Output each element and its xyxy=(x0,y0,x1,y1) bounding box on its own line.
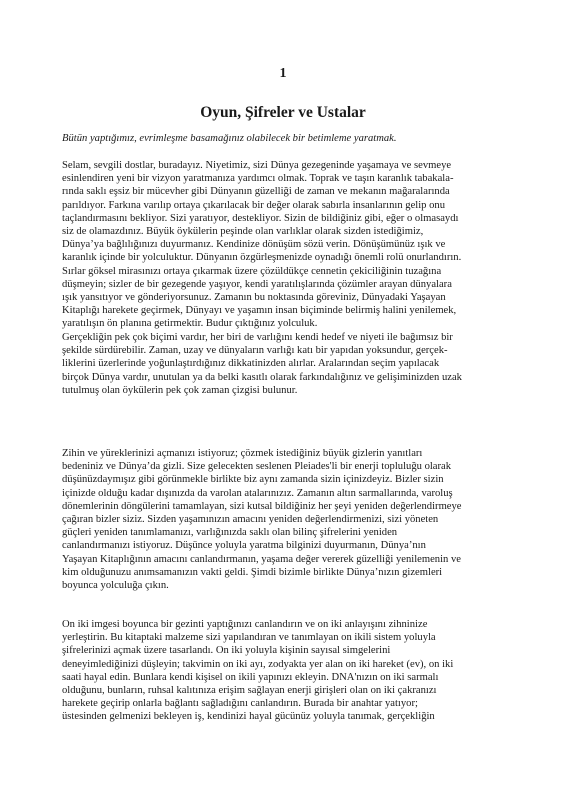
paragraph-line: harekete geçirip onlarla bağlantı sağladığını canlandırın. Burada bir anahtar yatıyor; xyxy=(62,698,418,710)
paragraph-line: güçleri yeniden tanımlamanızı, varlığınızda saklı olan bilinç şifrelerini yeniden xyxy=(62,527,398,539)
paragraph-line: parıldıyor. Farkına varılıp ortaya çıkarılacak bir değer olarak sabırla insanlarının gelip onu xyxy=(62,199,446,211)
paragraph-2 xyxy=(62,331,514,397)
paragraph-line: siz de olamazdınız. Büyük öykülerin peşinde olan varlıklar olarak sizden istediğimiz, xyxy=(62,225,424,237)
paragraph-line: rında saklı eşsiz bir mücevher gibi Dünyanın güzelliği de zaman ve mekanın mağaralarında xyxy=(62,186,450,198)
paragraph-line: kim olduğunuzu anımsamanızın vakti geldi. Şimdi bizimle birlikte Dünya’nızın gizemleri xyxy=(62,566,443,578)
paragraph-line: On iki imgesi boyunca bir gezinti yaptığınızı canlandırın ve on iki anlayışını zihninize xyxy=(62,619,428,630)
paragraph-line: Selam, sevgili dostlar, buradayız. Niyetimiz, sizi Dünya gezegeninde yaşamaya ve sevmeye xyxy=(62,160,452,171)
chapter-title: Oyun, Şifreler ve Ustalar xyxy=(200,104,366,121)
paragraph-line: olduğunu, bunların, ruhsal kalıtınıza erişim sağlayan enerji girişleri olan on iki çakranızı xyxy=(62,684,437,696)
paragraph-line: boyunca yolculuğa çıkın. xyxy=(62,579,169,591)
paragraph-line: karanlık içinde bir yolculuktur. Dünyanın özgürleşmenizde oynadığı önemli rolü onurlandırın. xyxy=(62,252,462,264)
paragraph-line: ışık yansıtıyor ve gönderiyorsunuz. Zamanın bu noktasında göreviniz, Dünyadaki Yaşayan xyxy=(62,291,446,303)
paragraph-line: esinlendiren yeni bir vizyon yaratmanıza yardımcı olmak. Toprak ve taşın karanlık tabakala- xyxy=(62,173,454,185)
paragraph-line: şekilde sürdürebilir. Zaman, uzay ve dünyaların varlığı katı bir yapıdan yoksundur, gerçek- xyxy=(62,345,448,357)
paragraph-line: Kitaplığı harekete geçirmek, Dünyayı ve yaşamın insan biçiminde belirmiş halini yenilemek, xyxy=(62,305,457,317)
paragraph-line: çağıran bizler siziz. Sizden yaşamınızın amacını yeniden değerlendirmenizi, sizi yöneten xyxy=(62,513,439,525)
paragraph-1 xyxy=(62,159,514,330)
chapter-number: 1 xyxy=(279,66,287,81)
paragraph-4 xyxy=(62,618,514,724)
paragraph-line: üstesinden gelmenizi bekleyen iş, kendinizi hayal gücünüz yoluyla tanımak, gerçekliğin xyxy=(62,711,435,723)
paragraph-line: Zihin ve yüreklerinizi açmanızı istiyoruz; çözmek istediğiniz büyük gizlerin yanıtları xyxy=(62,448,423,459)
paragraph-line: bedeniniz ve Dünya’da gizli. Size gelecekten seslenen Pleiades'li bir enerji topluluğu olarak xyxy=(62,461,452,473)
paragraph-line: birçok Dünya vardır, unutulan ya da belki kasıtlı olarak farkındalığınız ve gelişiminizden uzak xyxy=(62,371,462,383)
paragraph-line: yaratılışın ön planına getirmektir. Budur çıktığınız yolculuk. xyxy=(62,318,318,330)
chapter-epigraph: Bütün yaptığımız, evrimleşme basamağınız olabilecek bir betimleme yaratmak. xyxy=(62,133,397,144)
paragraph-line: canlandırmanızı istiyoruz. Düşünce yoluyla yaratma bilginizi duyurmanın, Dünya’nın xyxy=(62,540,426,552)
paragraph-line: dönemlerinin döngülerini tamamlayan, sizi kutsal bildiğiniz her şeyi yeniden değerlendirmeye xyxy=(62,500,462,512)
paragraph-line: şifrelerinizi açmak üzere tasarlandı. On iki yoluyla kişinin sayısal simgelerini xyxy=(62,645,391,657)
paragraph-line: taçlandırmasını bekliyor. Sizi yaratıyor, destekliyor. Sizin de bildiğiniz gibi, eğer o olmasaydı xyxy=(62,212,459,224)
paragraph-line: deneyimlediğinizi düşleyin; takvimin on iki ayı, zodyakta yer alan on iki hareket (ev), on iki xyxy=(62,658,454,670)
paragraph-line: yerleştirin. Bu kitaptaki malzeme sizi yapılandıran ve tanımlayan on ikili sistem yoluyla xyxy=(62,632,436,644)
paragraph-line: Gerçekliğin pek çok biçimi vardır, her biri de varlığını kendi hedef ve niyeti ile bağımsız bir xyxy=(62,332,453,343)
paragraph-line: düşmeyin; sizler de bir gezegende yaşıyor, kendi yaratılışlarında çözümler arayan dünyalara xyxy=(62,278,452,290)
paragraph-line: Yaşayan Kitaplığının amacını canlandırmanın, yaşama değer vererek güzelliği yenilemenin ve xyxy=(62,553,461,565)
paragraph-line: Dünya’ya bağlılığınızı duyurmanız. Kendinize dönüşüm sözü verin. Dönüşümünüz ışık ve xyxy=(62,239,446,251)
paragraph-line: düşünüzdaymışız gibi görünmekle birlikte biz aynı zamanda sizin içinizdeyiz. Bizler sizin xyxy=(62,474,444,486)
paragraph-line: içinizde olduğu kadar dışınızda da varolan atalarınızız. Zamanın altın sarmallarında, varoluş xyxy=(62,487,453,499)
paragraph-line: tutulmuş olan öykülerin pek çok zaman çizgisi bulunur. xyxy=(62,384,298,396)
paragraph-line: saati hayal edin. Bunlara kendi kişisel on ikili yapınızı ekleyin. DNA'nızın on iki sarmalı xyxy=(62,671,439,683)
paragraph-line: liklerini üzerlerinde yoğunlaştırdığınız dikkatinizden alırlar. Aralarından seçim yapılacak xyxy=(62,358,440,370)
paragraph-line: Sırlar göksel mirasınızı ortaya çıkarmak üzere çözüldükçe cennetin çekiciliğinin tuzağına xyxy=(62,265,442,277)
paragraph-3 xyxy=(62,447,514,592)
